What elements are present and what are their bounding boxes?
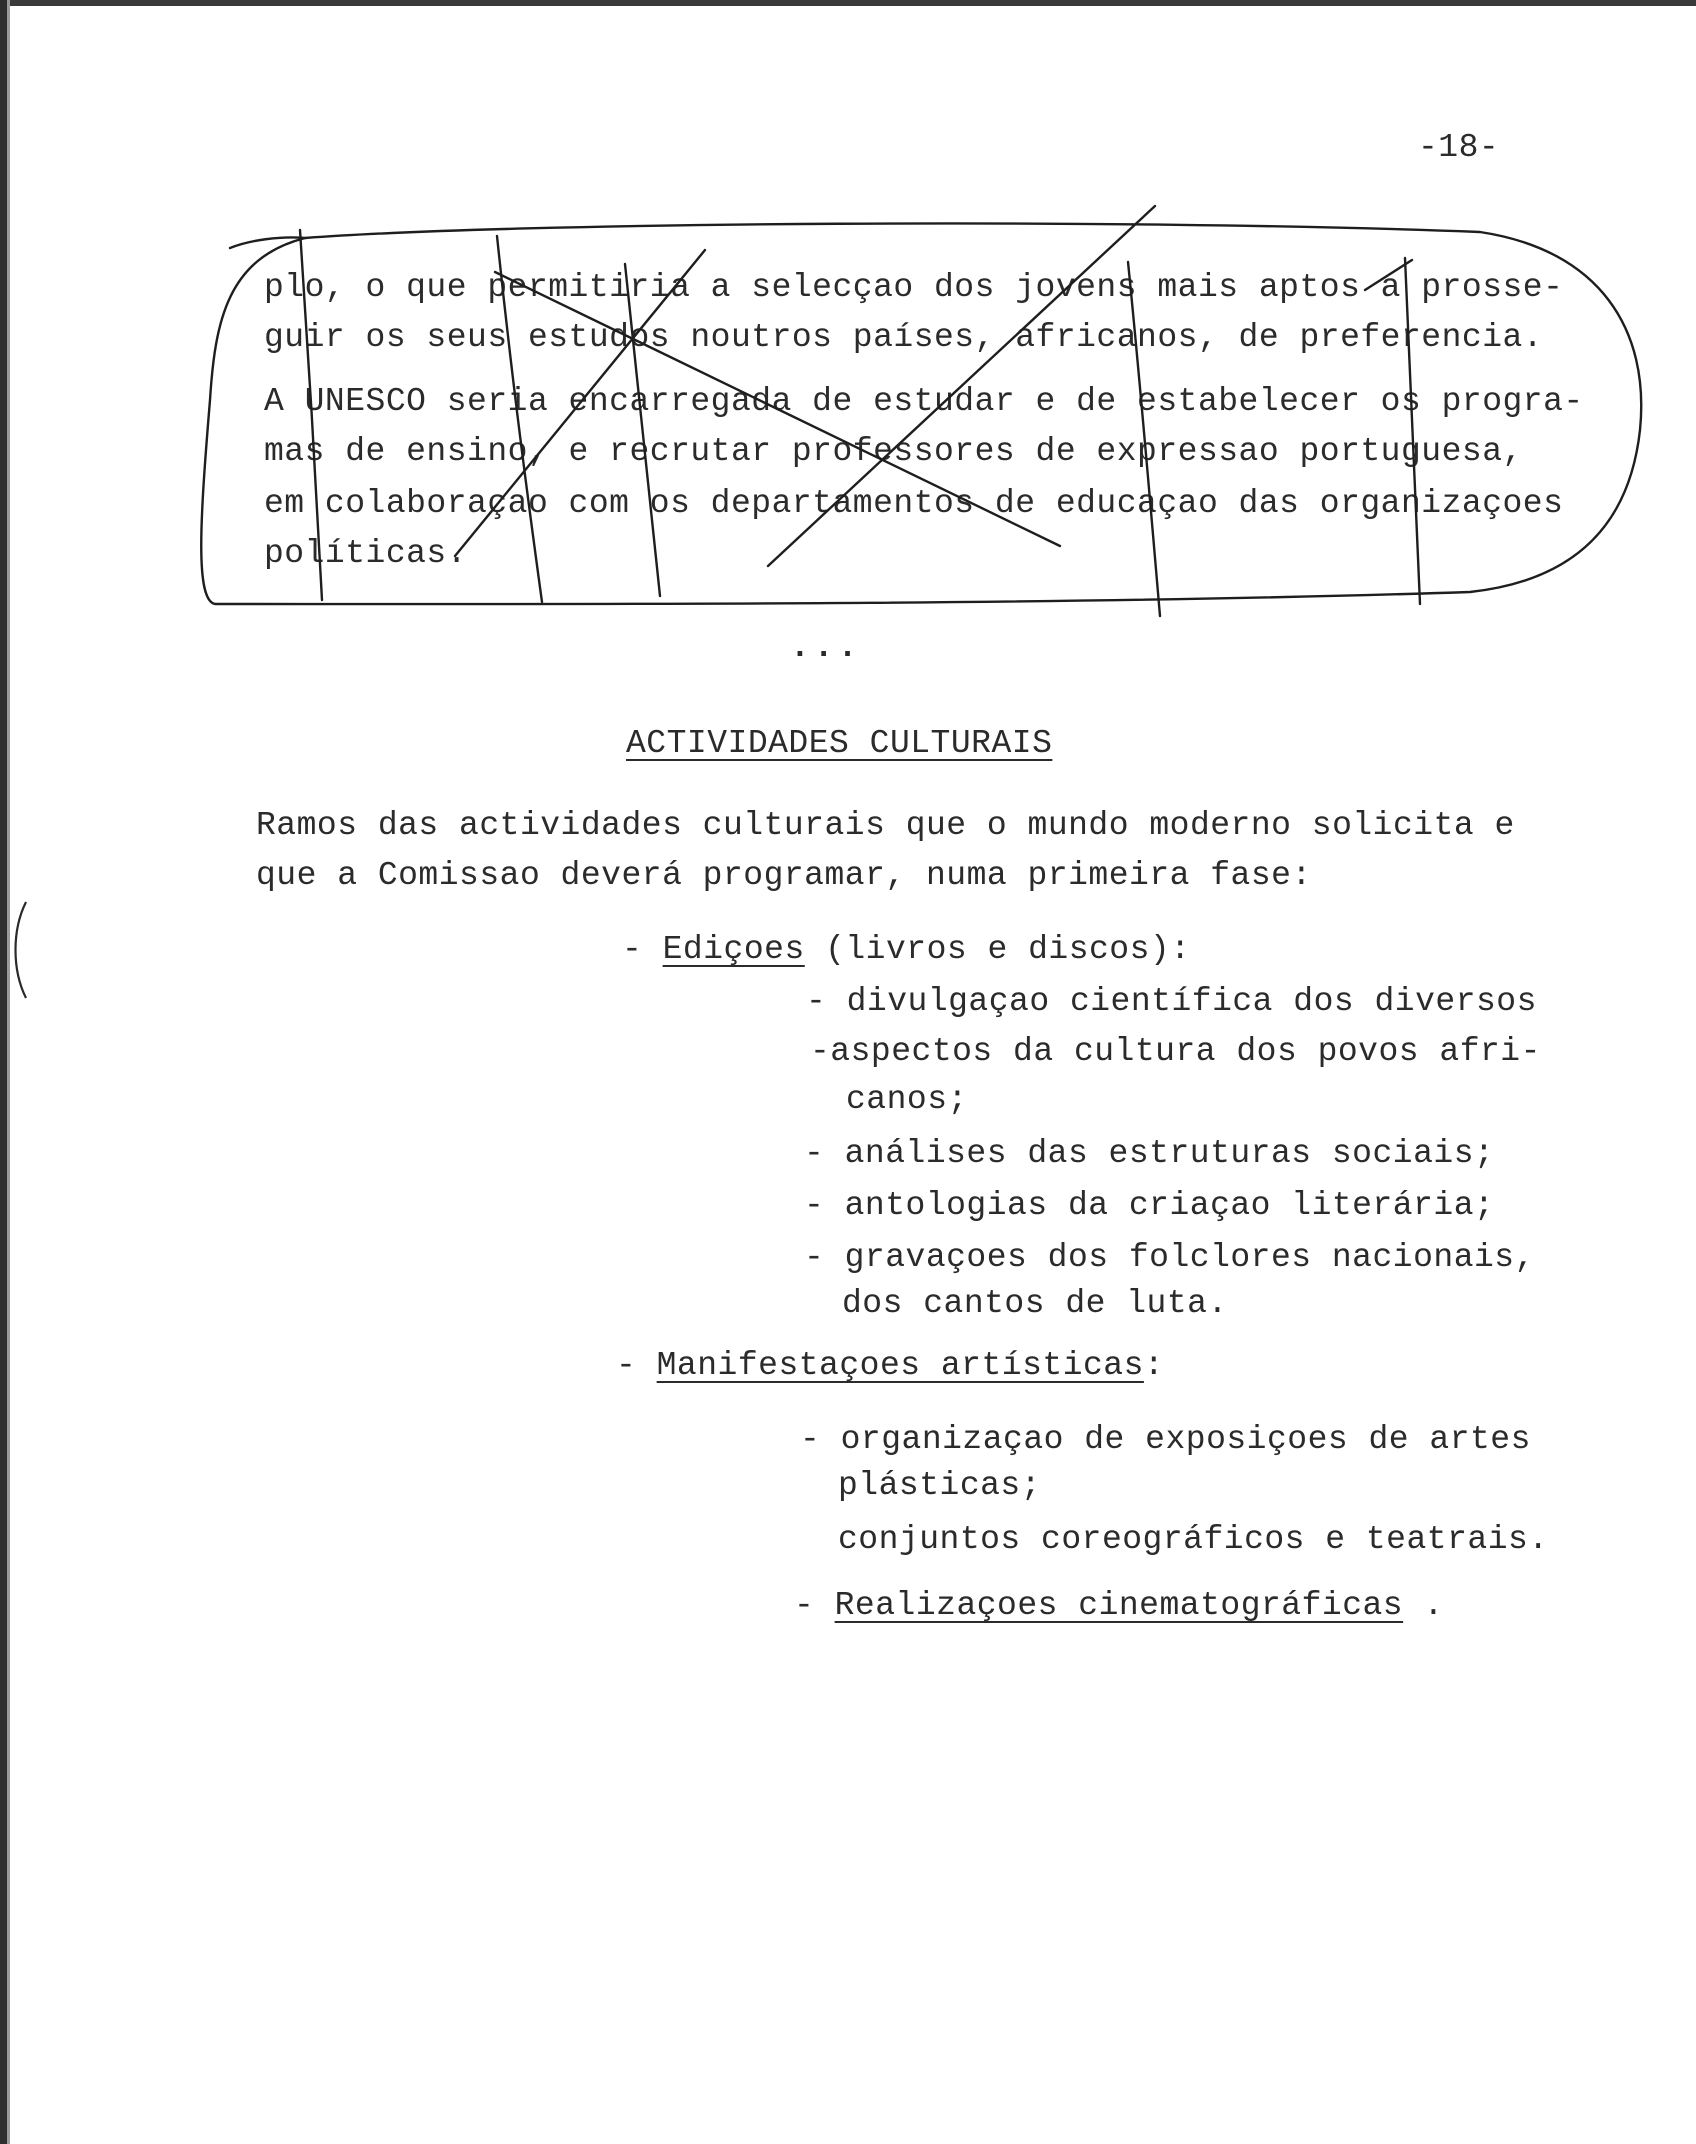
enclosing-loop-tail xyxy=(230,237,305,248)
crossed-line: em colaboraçao com os departamentos de educaçao das organizaçoes xyxy=(264,485,1564,522)
group-label-rest: (livros e discos): xyxy=(825,931,1191,968)
crossed-line: políticas. xyxy=(264,535,468,572)
crossed-line: A UNESCO seria encarregada de estudar e de estabelecer os progra- xyxy=(264,383,1584,420)
section-title: ACTIVIDADES CULTURAIS xyxy=(626,725,1053,762)
crossed-line: plo, o que permitiria a selecçao dos jovens mais aptos a prosse- xyxy=(264,269,1564,306)
strike-line xyxy=(1405,258,1420,604)
separator: ... xyxy=(790,629,862,666)
intro-line: Ramos das actividades culturais que o mundo moderno solicita e xyxy=(256,807,1515,844)
crossed-line: guir os seus estudos noutros países, africanos, de preferencia. xyxy=(264,319,1544,356)
strike-line xyxy=(495,272,1060,546)
list-item: - análises das estruturas sociais; xyxy=(804,1135,1495,1172)
list-item: canos; xyxy=(846,1081,968,1118)
group-heading-edicoes xyxy=(622,930,1191,970)
group-dash: - xyxy=(794,1587,815,1624)
list-item: conjuntos coreográficos e teatrais. xyxy=(838,1521,1549,1558)
list-item: -aspectos da cultura dos povos afri- xyxy=(810,1033,1541,1070)
margin-bracket-mark xyxy=(0,890,40,1010)
group-label: Ediçoes xyxy=(662,931,805,968)
list-item: - antologias da criaçao literária; xyxy=(804,1187,1495,1224)
group-label-rest: : xyxy=(1143,1347,1165,1384)
group-label: Realizaçoes cinematográficas xyxy=(834,1587,1404,1624)
intro-line: que a Comissao deverá programar, numa primeira fase: xyxy=(256,857,1312,894)
strike-line xyxy=(455,250,705,556)
strike-line xyxy=(625,264,660,596)
list-item: - gravaçoes dos folclores nacionais, xyxy=(804,1239,1535,1276)
list-item: plásticas; xyxy=(838,1467,1042,1504)
strike-line xyxy=(300,230,322,600)
list-item: dos cantos de luta. xyxy=(842,1285,1228,1322)
list-item: - organizaçao de exposiçoes de artes xyxy=(800,1421,1531,1458)
crossed-line: mas de ensino, e recrutar professores de expressao portuguesa, xyxy=(264,433,1523,470)
strike-line xyxy=(768,206,1155,566)
page-number: -18- xyxy=(1418,129,1500,166)
enclosing-loop xyxy=(201,223,1641,604)
group-label: Manifestaçoes artísticas xyxy=(656,1347,1144,1384)
group-label-rest: . xyxy=(1423,1587,1444,1624)
group-dash: - xyxy=(616,1347,637,1384)
group-heading-realizacoes xyxy=(794,1586,1444,1626)
list-item: - divulgaçao científica dos diversos xyxy=(806,983,1537,1020)
group-heading-manifestacoes xyxy=(616,1346,1164,1386)
strike-line xyxy=(1128,262,1160,616)
group-dash: - xyxy=(622,931,643,968)
